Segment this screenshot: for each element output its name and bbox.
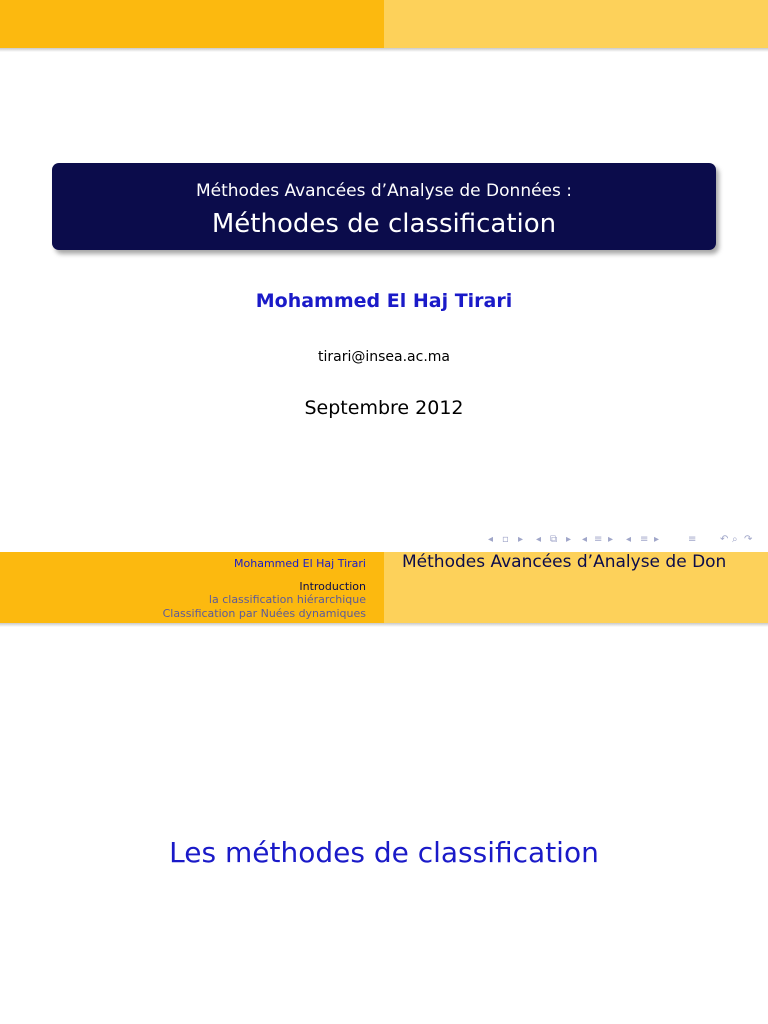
document-icon[interactable]: ≡ [688, 534, 697, 545]
next-frame-icon[interactable]: ▸ [518, 534, 524, 545]
slide2-header-shadow [0, 623, 768, 627]
title-box [52, 163, 716, 250]
header-band-right [384, 0, 768, 48]
slide2-band-right [384, 552, 768, 623]
section-link-dynamic-clouds[interactable]: Classification par Nuées dynamiques [162, 606, 366, 620]
next-subsubsection-icon[interactable]: ▸ [654, 534, 660, 545]
section-icon[interactable]: ≡ [594, 534, 603, 545]
top-header-band [0, 0, 768, 48]
slide2-header-band [0, 552, 768, 623]
slide2-outline [163, 557, 366, 620]
section-link-introduction[interactable]: Introduction [299, 579, 366, 593]
prev-section-icon[interactable]: ◂ [582, 534, 588, 545]
header-band-left [0, 0, 384, 48]
next-section-icon[interactable]: ▸ [608, 534, 614, 545]
search-icon[interactable]: ⌕ [732, 534, 738, 545]
prev-subsubsection-icon[interactable]: ◂ [626, 534, 632, 545]
slide2-author: Mohammed El Haj Tirari [234, 557, 366, 570]
presentation-subtitle: Méthodes Avancées d’Analyse de Données : [195, 181, 572, 201]
slide2-header-title: Méthodes Avancées d’Analyse de Don [402, 552, 727, 572]
frame-icon[interactable]: ▫ [502, 534, 509, 545]
subsubsection-icon[interactable]: ≡ [640, 534, 649, 545]
author-name: Mohammed El Haj Tirari [255, 290, 513, 312]
prev-subsection-icon[interactable]: ◂ [536, 534, 542, 545]
author-email: tirari@insea.ac.ma [317, 349, 450, 365]
first-frame-icon[interactable]: ◂ [488, 534, 494, 545]
presentation-date: Septembre 2012 [304, 397, 464, 419]
subsection-icon[interactable]: ⧉ [550, 534, 558, 545]
section-heading: Les méthodes de classification [169, 836, 599, 869]
header-shadow [0, 48, 768, 52]
next-subsection-icon[interactable]: ▸ [566, 534, 572, 545]
navigation-bar [488, 533, 768, 549]
back-icon[interactable]: ↶ [720, 534, 729, 545]
forward-icon[interactable]: ↷ [744, 534, 753, 545]
presentation-title: Méthodes de classification [211, 209, 557, 239]
slide2-band-left [0, 552, 384, 623]
section-link-hierarchical[interactable]: la classification hiérarchique [208, 593, 366, 606]
